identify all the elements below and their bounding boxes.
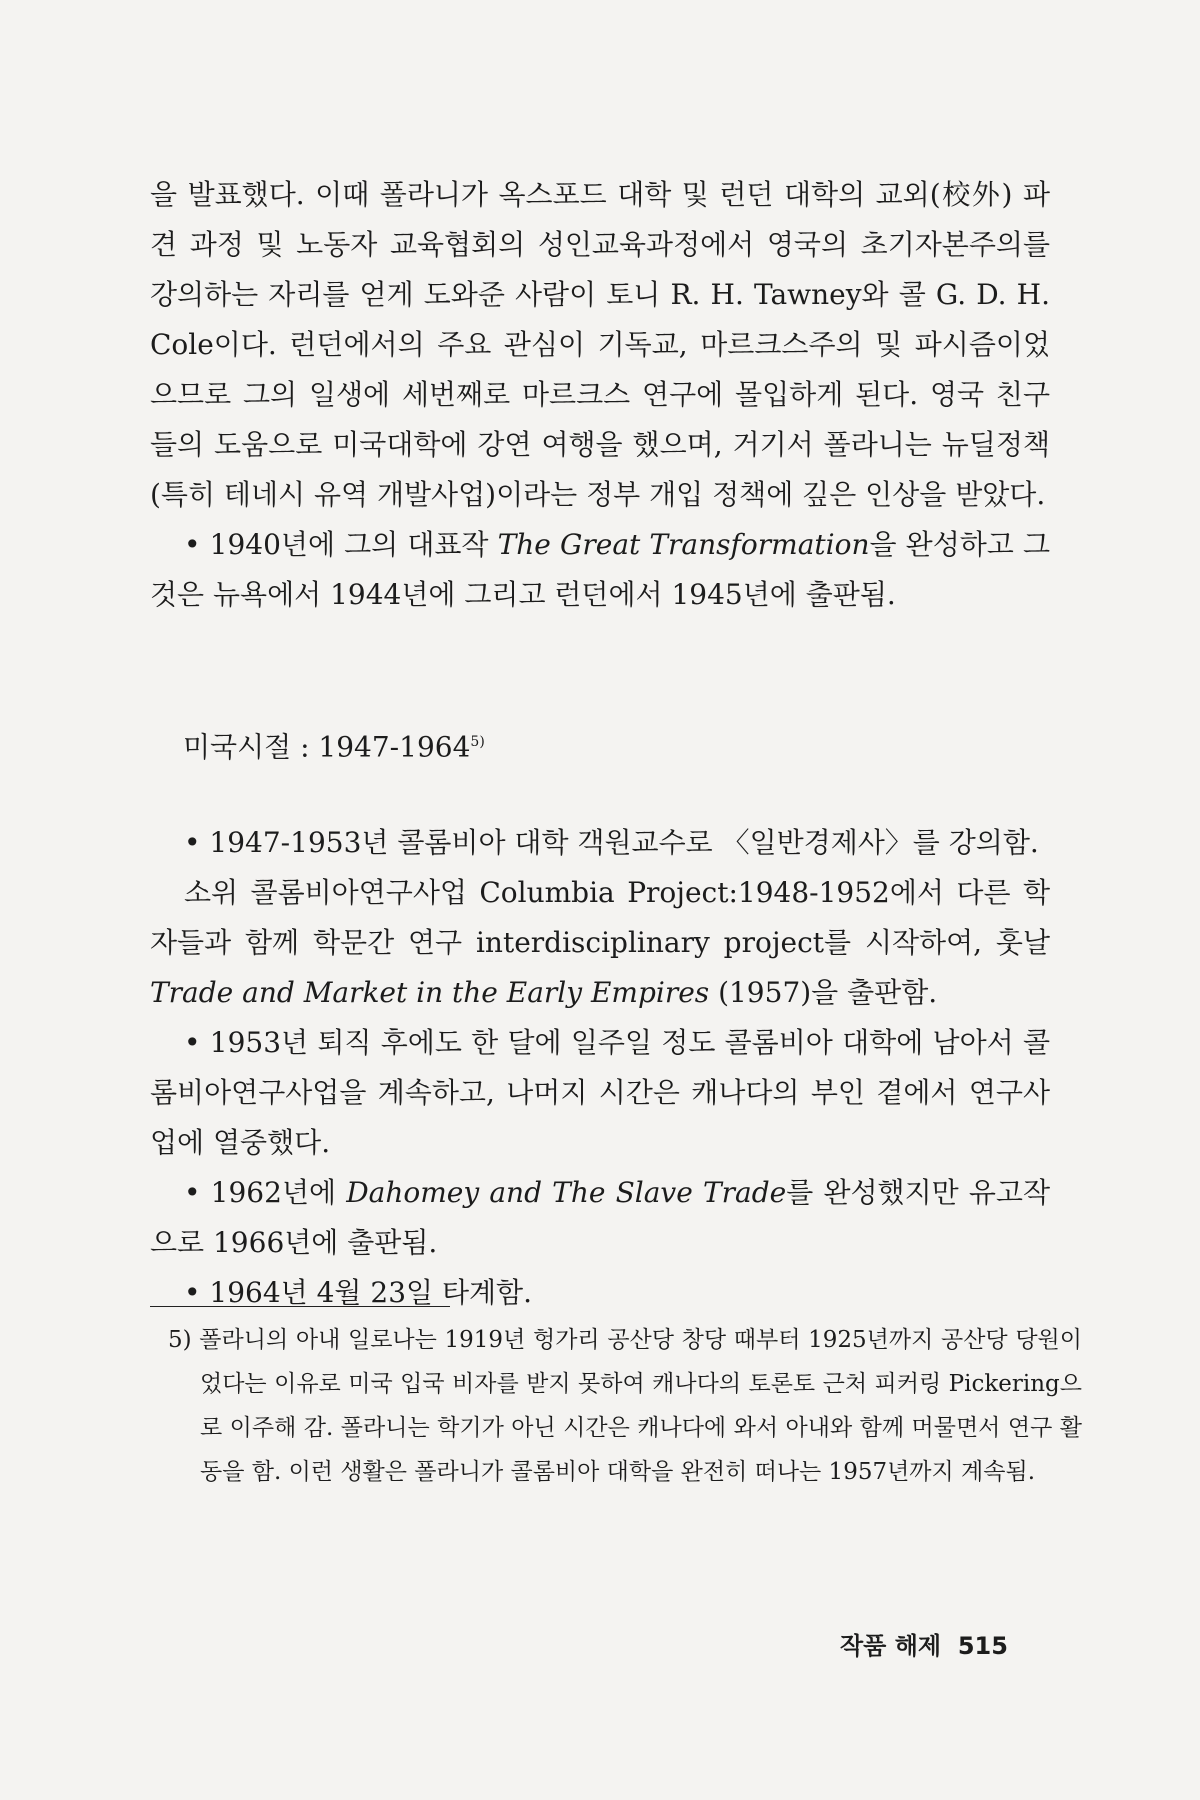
bullet-1947: • 1947-1953년 콜롬비아 대학 객원교수로 〈일반경제사〉를 강의함. [184,826,1039,859]
footer-section-label: 작품 해제 [840,1632,942,1660]
book-title-trade-and-market: Trade and Market in the Early Empires [150,976,710,1009]
bullet-1940-post: 을 완성하고 그것은 뉴욕에서 1944년에 그리고 런던에서 1945년에 출판됨. [150,528,1051,611]
page-footer [840,1626,1008,1661]
bullet-1962-post: 를 완성했지만 유고작으로 1966년에 출판됨. [150,1176,1050,1259]
section-heading [183,722,485,767]
footnote-divider [150,1306,450,1307]
bullet-1940 [150,520,1050,620]
main-text-block-2 [150,818,1050,1318]
bullet-1964: • 1964년 4월 23일 타계함. [184,1276,533,1309]
footnote-5: 5) 폴라니의 아내 일로나는 1919년 헝가리 공산당 창당 때부터 1925년까지 공산당 당원이었다는 이유로 미국 입국 비자를 받지 못하여 캐나다의 토론토 근처 피커링 Pickering으로 이주해 감. 폴라니는 학기가 아닌 시간은 캐나다에 와서 아내와 함께 머물면서 연구 활동을 함. 이런 생활은 폴라니가 콜롬비아 대학을 완전히 떠나는 1957년까지 계속됨. [168,1327,1082,1485]
page-number: 515 [957,1632,1008,1660]
section-heading-text: 미국시절 : 1947-1964 [183,730,471,764]
columbia-project-post: (1957)을 출판함. [709,976,938,1009]
main-text-block [150,170,1050,620]
paragraph-1: 을 발표했다. 이때 폴라니가 옥스포드 대학 및 런던 대학의 교외(校外) 파견 과정 및 노동자 교육협회의 성인교육과정에서 영국의 초기자본주의를 강의하는 자리를 얻게 도와준 사람이 토니 R. H. Tawney와 콜 G. D. H. Cole이다. 런던에서의 주요 관심이 기독교, 마르크스주의 및 파시즘이었으므로 그의 일생에 세번째로 마르크스 연구에 몰입하게 된다. 영국 친구들의 도움으로 미국대학에 강연 여행을 했으며, 거기서 폴라니는 뉴딜정책(특히 테네시 유역 개발사업)이라는 정부 개입 정책에 깊은 인상을 받았다. [150,178,1050,511]
footnote-ref: 5) [470,734,485,750]
bullet-1962-pre: • 1962년에 [184,1176,347,1209]
book-title-great-transformation: The Great Transformation [497,528,870,561]
book-title-dahomey: Dahomey and The Slave Trade [346,1176,787,1209]
columbia-project-pre: 소위 콜롬비아연구사업 Columbia Project:1948-1952에서 다른 학자들과 함께 학문간 연구 interdisciplinary project를 시작하여, 훗날 [150,876,1050,959]
paragraph-columbia-project [150,868,1050,1018]
bullet-1953: • 1953년 퇴직 후에도 한 달에 일주일 정도 콜롬비아 대학에 남아서 콜롬비아연구사업을 계속하고, 나머지 시간은 캐나다의 부인 곁에서 연구사업에 열중했다. [150,1026,1050,1159]
bullet-1962 [150,1168,1050,1268]
bullet-1940-pre: • 1940년에 그의 대표작 [184,528,498,561]
